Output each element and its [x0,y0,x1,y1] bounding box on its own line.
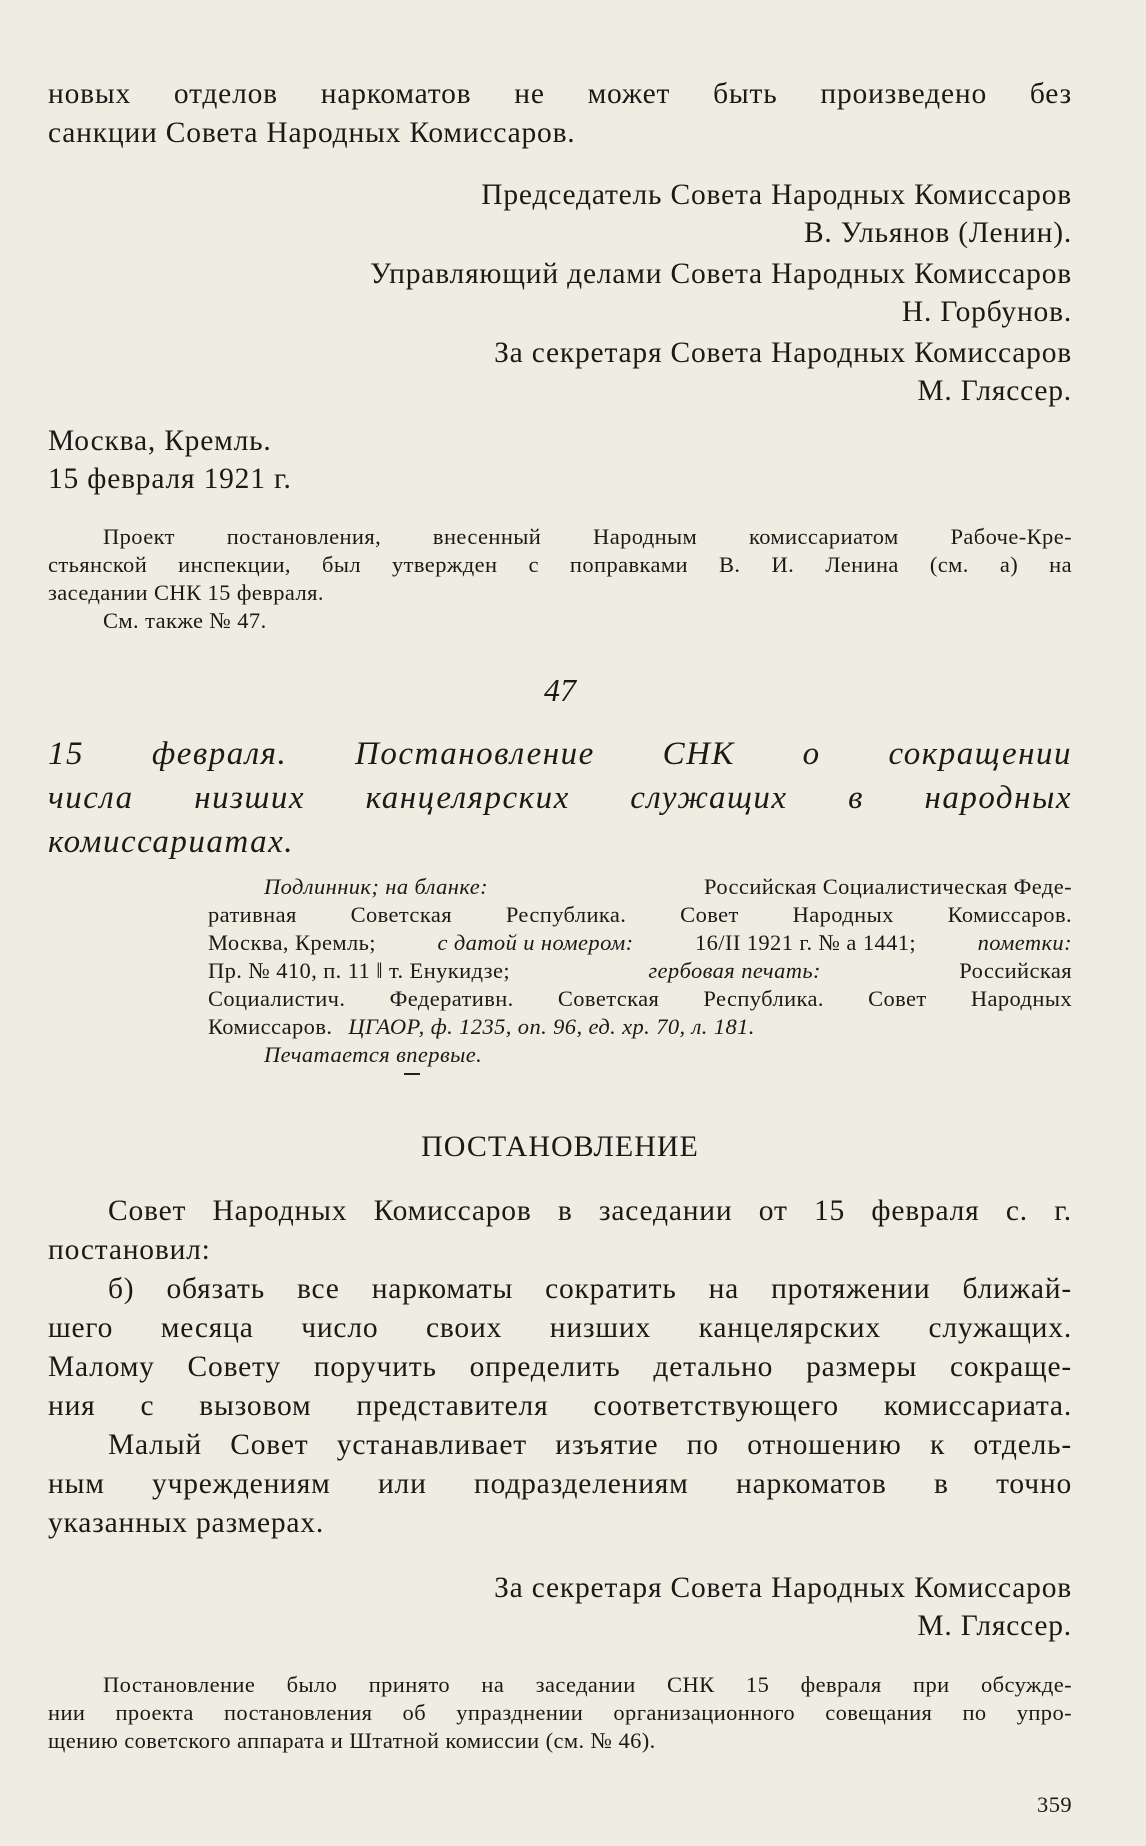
note-line: заседании СНК 15 февраля. [48,580,324,605]
signature-name: Н. Горбунов. [901,296,1072,328]
source-label: с датой и номером: [437,930,634,955]
document-heading-line: 15 февраля. Постановление СНК о сокращении [48,736,1072,772]
signature-title: За секретаря Совета Народных Комиссаров [494,1572,1072,1604]
decree-line: шего месяца число своих низших канцелярских служащих. [48,1312,1072,1344]
source-text: Российская [959,958,1072,983]
source-label: гербовая печать: [648,958,821,983]
decree-line: Малый Совет устанавливает изъятие по отношению к отдель- [108,1429,1072,1461]
source-label: пометки: [977,930,1072,955]
note-line: стьянской инспекции, был утвержден с поправками В. И. Ленина (см. а) на [48,552,1072,577]
signature-title: Управляющий делами Совета Народных Комиссаров [370,258,1072,290]
source-line: ративная Советская Республика. Совет Народных Комиссаров. [208,902,1072,927]
source-label: Подлинник; на бланке: [264,874,488,899]
source-line [264,874,1072,900]
document-heading-line: комиссариатах. [48,824,295,860]
signature-name: М. Гляссер. [917,1610,1072,1642]
signature-title: За секретаря Совета Народных Комиссаров [494,337,1072,369]
decree-line: ния с вызовом представителя соответствующего комиссариата. [48,1390,1072,1422]
page-number: 359 [1037,1792,1072,1817]
decree-line: б) обязать все наркоматы сократить на протяжении ближай- [108,1273,1072,1305]
source-text: Пр. № 410, п. 11 ‖ т. Енукидзе; [208,958,511,983]
source-text: Москва, Кремль; [208,930,376,955]
decree-line: Совет Народных Комиссаров в заседании от 15 февраля с. г. [108,1195,1072,1227]
note-line: См. также № 47. [103,608,267,633]
print-note: Печатается впервые. [264,1042,483,1067]
source-line: Социалистич. Федеративн. Советская Республика. Совет Народных [208,986,1072,1011]
signature-title: Председатель Совета Народных Комиссаров [481,179,1072,211]
decree-line: постановил: [48,1234,211,1266]
note-line: Постановление было принято на заседании СНК 15 февраля при обсужде- [103,1672,1072,1697]
signature-name: М. Гляссер. [917,375,1072,407]
separator-dash [404,1073,420,1075]
note-line: щению советского аппарата и Штатной комиссии (см. № 46). [48,1728,656,1753]
paragraph-line: санкции Совета Народных Комиссаров. [48,117,576,149]
source-text: Российская Социалистическая Феде- [703,874,1072,899]
decree-line: Малому Совету поручить определить детально размеры сокраще- [48,1351,1072,1383]
archive-reference: ЦГАОР, ф. 1235, оп. 96, ед. хр. 70, л. 181. [348,1014,755,1039]
decree-line: ным учреждениям или подразделениям наркоматов в точно [48,1468,1072,1500]
note-line: нии проекта постановления об упразднении организационного совещания по упро- [48,1700,1072,1725]
place-line: Москва, Кремль. [48,425,272,457]
source-text: Комиссаров. [208,1014,333,1039]
document-heading-line: числа низших канцелярских служащих в народных [48,780,1072,816]
paragraph-line: новых отделов наркоматов не может быть произведено без [48,78,1072,110]
source-line [208,930,1072,956]
source-line [208,958,1072,984]
source-line [208,1014,755,1040]
note-line: Проект постановления, внесенный Народным комиссариатом Рабоче-Кре- [103,524,1072,549]
decree-line: указанных размерах. [48,1507,325,1539]
source-text: 16/II 1921 г. № а 1441; [695,930,917,955]
date-line: 15 февраля 1921 г. [48,463,292,495]
decree-title: ПОСТАНОВЛЕНИЕ [421,1130,699,1163]
signature-name: В. Ульянов (Ленин). [803,217,1072,249]
document-number: 47 [544,672,576,708]
